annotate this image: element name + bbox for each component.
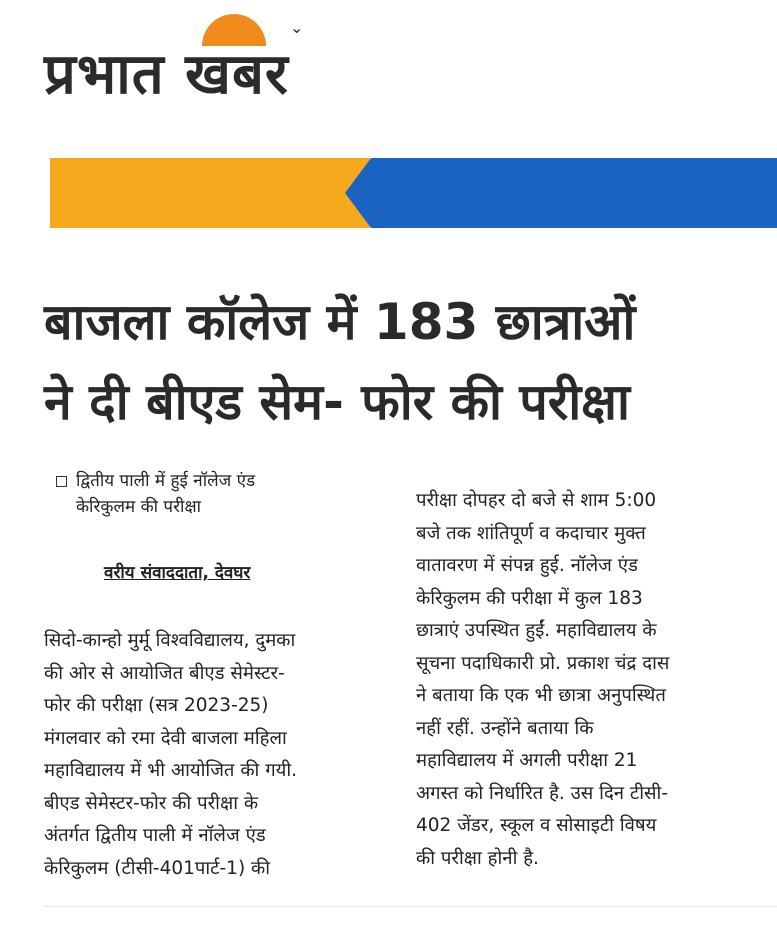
- article-line: अगस्त को निर्धारित है. उस दिन टीसी-: [416, 782, 669, 804]
- article-line: केरिकुलम की परीक्षा में कुल 183: [416, 587, 643, 609]
- subheading: [56, 468, 356, 520]
- subheading-line: केरिकुलम की परीक्षा: [76, 497, 202, 517]
- article-line: ने बताया कि एक भी छात्रा अनुपस्थित: [416, 685, 666, 706]
- bird-icon: ⌄: [290, 18, 304, 37]
- article-line: की ओर से आयोजित बीएड सेमेस्टर-: [44, 662, 285, 684]
- article-line: छात्राएं उपस्थित हुईं. महाविद्यालय के: [416, 620, 657, 641]
- article-line: बीएड सेमेस्टर-फोर की परीक्षा के: [44, 792, 259, 814]
- article-line: सूचना पदाधिकारी प्रो. प्रकाश चंद्र दास: [416, 652, 670, 674]
- article-column-left: [44, 625, 389, 885]
- article-line: बजे तक शांतिपूर्ण व कदाचार मुक्त: [416, 522, 646, 544]
- article-line: महाविद्यालय में भी आयोजित की गयी.: [44, 760, 298, 781]
- article-line: केरिकुलम (टीसी-401पार्ट-1) की: [44, 857, 271, 879]
- article-line: 402 जेंडर, स्कूल व सोसाइटी विषय: [416, 815, 657, 836]
- subheading-line: द्वितीय पाली में हुई नॉलेज एंड: [76, 471, 256, 491]
- square-bullet-icon: [56, 476, 67, 487]
- newspaper-title: प्रभात खबर: [44, 42, 289, 107]
- article-line: अंतर्गत द्वितीय पाली में नॉलेज एंड: [44, 825, 266, 846]
- article-line: मंगलवार को रमा देवी बाजला महिला: [44, 727, 287, 749]
- article-line: की परीक्षा होनी है.: [416, 847, 539, 869]
- article-line: महाविद्यालय में अगली परीक्षा 21: [416, 750, 638, 771]
- article-line: नहीं रहीं. उन्होंने बताया कि: [416, 717, 594, 739]
- banner-orange-band: [50, 158, 370, 228]
- byline: वरीय संवाददाता, देवघर: [104, 563, 251, 583]
- article-line: फोर की परीक्षा (सत्र 2023-25): [44, 695, 269, 716]
- footer-divider: [44, 906, 777, 907]
- headline-line: ने दी बीएड सेम- फोर की परीक्षा: [44, 373, 630, 431]
- masthead: [44, 14, 424, 114]
- article-line: सिदो-कान्हो मुर्मू विश्वविद्यालय, दुमका: [44, 630, 296, 651]
- headline-line: बाजला कॉलेज में 183 छात्राओं: [44, 293, 636, 351]
- article-column-right: [416, 485, 756, 875]
- banner-blue-band: [345, 158, 777, 228]
- headline: [44, 282, 777, 442]
- article-line: वातावरण में संपन्न हुई. नॉलेज एंड: [416, 555, 638, 576]
- article-line: परीक्षा दोपहर दो बजे से शाम 5:00: [416, 490, 657, 511]
